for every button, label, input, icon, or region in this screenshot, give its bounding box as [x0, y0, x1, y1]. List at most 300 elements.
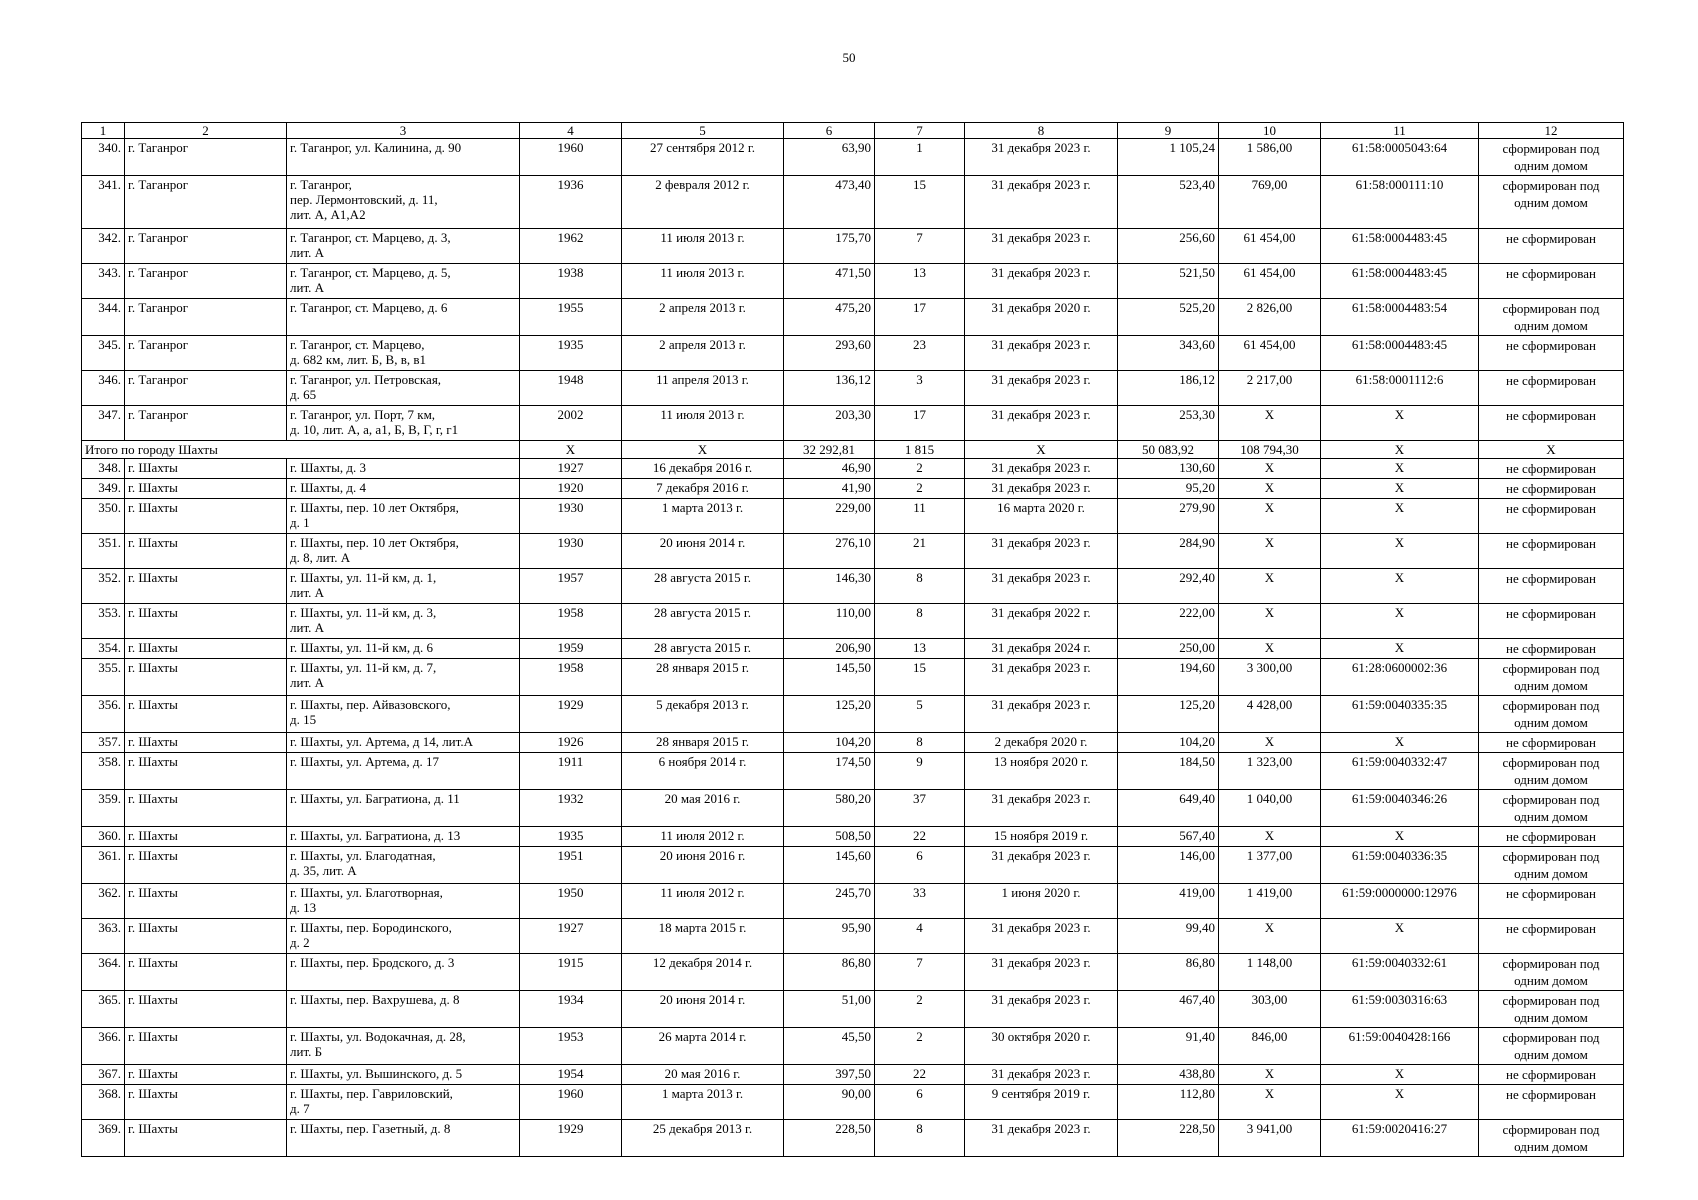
residents-cell: 9: [875, 753, 965, 790]
land-area-cell: Х: [1219, 1085, 1321, 1120]
total-value-cell: Х: [622, 441, 784, 459]
area-cell: 41,90: [784, 479, 875, 499]
land-status-cell: сформирован под одним домом: [1479, 176, 1624, 229]
row-number-cell: 346.: [82, 371, 125, 406]
land-status-cell: не сформирован: [1479, 229, 1624, 264]
land-area-cell: 4 428,00: [1219, 696, 1321, 733]
year-built-cell: 1960: [520, 1085, 622, 1120]
total-area-cell: 649,40: [1118, 790, 1219, 827]
city-cell: г. Шахты: [125, 1028, 287, 1065]
year-built-cell: 1929: [520, 1120, 622, 1157]
planned-date-cell: 31 декабря 2023 г.: [965, 176, 1118, 229]
land-status-cell: не сформирован: [1479, 1085, 1624, 1120]
address-cell: г. Шахты, пер. Гавриловский, д. 7: [287, 1085, 520, 1120]
cadastral-number-cell: 61:28:0600002:36: [1321, 659, 1479, 696]
planned-date-cell: 31 декабря 2023 г.: [965, 229, 1118, 264]
land-status-cell: сформирован под одним домом: [1479, 1028, 1624, 1065]
city-cell: г. Шахты: [125, 847, 287, 884]
total-area-cell: 130,60: [1118, 459, 1219, 479]
total-area-cell: 343,60: [1118, 336, 1219, 371]
table-row: [82, 371, 1624, 406]
total-area-cell: 523,40: [1118, 176, 1219, 229]
row-number-cell: 342.: [82, 229, 125, 264]
planned-date-cell: 15 ноября 2019 г.: [965, 827, 1118, 847]
land-area-cell: Х: [1219, 733, 1321, 753]
table-row: [82, 790, 1624, 827]
column-number-row: [82, 123, 1624, 139]
cadastral-number-cell: 61:59:0040346:26: [1321, 790, 1479, 827]
city-cell: г. Шахты: [125, 1120, 287, 1157]
row-number-cell: 364.: [82, 954, 125, 991]
column-number: 1: [82, 123, 125, 139]
city-cell: г. Шахты: [125, 733, 287, 753]
address-cell: г. Шахты, д. 3: [287, 459, 520, 479]
land-area-cell: Х: [1219, 919, 1321, 954]
recognition-date-cell: 2 февраля 2012 г.: [622, 176, 784, 229]
address-cell: г. Шахты, ул. 11-й км, д. 3, лит. А: [287, 604, 520, 639]
column-number: 5: [622, 123, 784, 139]
planned-date-cell: 31 декабря 2023 г.: [965, 919, 1118, 954]
address-cell: г. Таганрог, ст. Марцево, д. 682 км, лит. Б, В, в, в1: [287, 336, 520, 371]
planned-date-cell: 31 декабря 2023 г.: [965, 659, 1118, 696]
land-area-cell: 846,00: [1219, 1028, 1321, 1065]
row-number-cell: 353.: [82, 604, 125, 639]
table-row: [82, 919, 1624, 954]
area-cell: 229,00: [784, 499, 875, 534]
year-built-cell: 1958: [520, 604, 622, 639]
cadastral-number-cell: Х: [1321, 406, 1479, 441]
row-number-cell: 359.: [82, 790, 125, 827]
total-area-cell: 194,60: [1118, 659, 1219, 696]
table-row: [82, 299, 1624, 336]
residents-cell: 13: [875, 639, 965, 659]
address-cell: г. Таганрог, ул. Порт, 7 км, д. 10, лит. А, а, а1, Б, В, Г, г, г1: [287, 406, 520, 441]
total-area-cell: 222,00: [1118, 604, 1219, 639]
area-cell: 473,40: [784, 176, 875, 229]
year-built-cell: 1938: [520, 264, 622, 299]
land-status-cell: сформирован под одним домом: [1479, 1120, 1624, 1157]
land-area-cell: 1 377,00: [1219, 847, 1321, 884]
area-cell: 125,20: [784, 696, 875, 733]
address-cell: г. Шахты, пер. Вахрушева, д. 8: [287, 991, 520, 1028]
area-cell: 203,30: [784, 406, 875, 441]
area-cell: 397,50: [784, 1065, 875, 1085]
residents-cell: 2: [875, 991, 965, 1028]
address-cell: г. Шахты, пер. Бородинского, д. 2: [287, 919, 520, 954]
land-status-cell: сформирован под одним домом: [1479, 954, 1624, 991]
recognition-date-cell: 16 декабря 2016 г.: [622, 459, 784, 479]
land-area-cell: Х: [1219, 499, 1321, 534]
cadastral-number-cell: 61:59:0030316:63: [1321, 991, 1479, 1028]
area-cell: 90,00: [784, 1085, 875, 1120]
table-body: [82, 123, 1624, 1157]
recognition-date-cell: 20 июня 2014 г.: [622, 991, 784, 1028]
cadastral-number-cell: 61:58:0004483:45: [1321, 264, 1479, 299]
address-cell: г. Шахты, ул. Багратиона, д. 13: [287, 827, 520, 847]
total-area-cell: 250,00: [1118, 639, 1219, 659]
cadastral-number-cell: Х: [1321, 499, 1479, 534]
table-row: [82, 954, 1624, 991]
cadastral-number-cell: 61:59:0040335:35: [1321, 696, 1479, 733]
land-status-cell: не сформирован: [1479, 919, 1624, 954]
city-cell: г. Шахты: [125, 659, 287, 696]
total-value-cell: Х: [1479, 441, 1624, 459]
area-cell: 206,90: [784, 639, 875, 659]
residents-cell: 8: [875, 1120, 965, 1157]
year-built-cell: 1935: [520, 336, 622, 371]
residents-cell: 15: [875, 176, 965, 229]
area-cell: 471,50: [784, 264, 875, 299]
row-number-cell: 350.: [82, 499, 125, 534]
address-cell: г. Таганрог, ст. Марцево, д. 3, лит. А: [287, 229, 520, 264]
cadastral-number-cell: 61:59:0040332:47: [1321, 753, 1479, 790]
land-area-cell: Х: [1219, 639, 1321, 659]
planned-date-cell: 1 июня 2020 г.: [965, 884, 1118, 919]
area-cell: 276,10: [784, 534, 875, 569]
residents-cell: 13: [875, 264, 965, 299]
total-area-cell: 91,40: [1118, 1028, 1219, 1065]
table-row: [82, 264, 1624, 299]
row-number-cell: 348.: [82, 459, 125, 479]
area-cell: 145,60: [784, 847, 875, 884]
city-cell: г. Таганрог: [125, 406, 287, 441]
recognition-date-cell: 11 апреля 2013 г.: [622, 371, 784, 406]
land-status-cell: сформирован под одним домом: [1479, 753, 1624, 790]
land-area-cell: 2 826,00: [1219, 299, 1321, 336]
planned-date-cell: 13 ноября 2020 г.: [965, 753, 1118, 790]
recognition-date-cell: 5 декабря 2013 г.: [622, 696, 784, 733]
row-number-cell: 363.: [82, 919, 125, 954]
land-status-cell: не сформирован: [1479, 371, 1624, 406]
area-cell: 475,20: [784, 299, 875, 336]
total-area-cell: 186,12: [1118, 371, 1219, 406]
cadastral-number-cell: Х: [1321, 919, 1479, 954]
land-status-cell: не сформирован: [1479, 884, 1624, 919]
recognition-date-cell: 28 января 2015 г.: [622, 659, 784, 696]
address-cell: г. Таганрог, ст. Марцево, д. 5, лит. А: [287, 264, 520, 299]
table-row: [82, 733, 1624, 753]
year-built-cell: 1959: [520, 639, 622, 659]
land-status-cell: сформирован под одним домом: [1479, 659, 1624, 696]
row-number-cell: 347.: [82, 406, 125, 441]
year-built-cell: 1951: [520, 847, 622, 884]
planned-date-cell: 31 декабря 2023 г.: [965, 991, 1118, 1028]
city-cell: г. Шахты: [125, 459, 287, 479]
cadastral-number-cell: 61:58:0004483:54: [1321, 299, 1479, 336]
cadastral-number-cell: Х: [1321, 827, 1479, 847]
year-built-cell: 1955: [520, 299, 622, 336]
planned-date-cell: 31 декабря 2023 г.: [965, 954, 1118, 991]
residents-cell: 22: [875, 1065, 965, 1085]
row-number-cell: 344.: [82, 299, 125, 336]
residents-cell: 21: [875, 534, 965, 569]
total-value-cell: 50 083,92: [1118, 441, 1219, 459]
planned-date-cell: 31 декабря 2023 г.: [965, 139, 1118, 176]
recognition-date-cell: 12 декабря 2014 г.: [622, 954, 784, 991]
address-cell: г. Шахты, пер. Айвазовского, д. 15: [287, 696, 520, 733]
table-row: [82, 336, 1624, 371]
residents-cell: 7: [875, 229, 965, 264]
table-row: [82, 229, 1624, 264]
cadastral-number-cell: 61:58:0004483:45: [1321, 229, 1479, 264]
total-value-cell: Х: [965, 441, 1118, 459]
column-number: 3: [287, 123, 520, 139]
recognition-date-cell: 11 июля 2013 г.: [622, 264, 784, 299]
recognition-date-cell: 20 мая 2016 г.: [622, 1065, 784, 1085]
planned-date-cell: 30 октября 2020 г.: [965, 1028, 1118, 1065]
residents-cell: 23: [875, 336, 965, 371]
land-status-cell: не сформирован: [1479, 639, 1624, 659]
cadastral-number-cell: Х: [1321, 733, 1479, 753]
land-status-cell: сформирован под одним домом: [1479, 139, 1624, 176]
total-value-cell: 1 815: [875, 441, 965, 459]
year-built-cell: 1926: [520, 733, 622, 753]
planned-date-cell: 31 декабря 2023 г.: [965, 569, 1118, 604]
recognition-date-cell: 20 мая 2016 г.: [622, 790, 784, 827]
residents-cell: 8: [875, 733, 965, 753]
recognition-date-cell: 18 марта 2015 г.: [622, 919, 784, 954]
table-row: [82, 569, 1624, 604]
row-number-cell: 345.: [82, 336, 125, 371]
recognition-date-cell: 28 января 2015 г.: [622, 733, 784, 753]
land-area-cell: 769,00: [1219, 176, 1321, 229]
planned-date-cell: 31 декабря 2023 г.: [965, 1065, 1118, 1085]
land-area-cell: 2 217,00: [1219, 371, 1321, 406]
row-number-cell: 369.: [82, 1120, 125, 1157]
cadastral-number-cell: 61:59:0040332:61: [1321, 954, 1479, 991]
land-status-cell: не сформирован: [1479, 264, 1624, 299]
recognition-date-cell: 11 июля 2013 г.: [622, 406, 784, 441]
total-value-cell: 108 794,30: [1219, 441, 1321, 459]
land-status-cell: не сформирован: [1479, 336, 1624, 371]
city-cell: г. Шахты: [125, 569, 287, 604]
residents-cell: 17: [875, 299, 965, 336]
cadastral-number-cell: Х: [1321, 639, 1479, 659]
table-row: [82, 459, 1624, 479]
land-status-cell: не сформирован: [1479, 604, 1624, 639]
total-area-cell: 525,20: [1118, 299, 1219, 336]
area-cell: 245,70: [784, 884, 875, 919]
city-cell: г. Таганрог: [125, 264, 287, 299]
city-cell: г. Таганрог: [125, 139, 287, 176]
year-built-cell: 1957: [520, 569, 622, 604]
table-row: [82, 696, 1624, 733]
table-row: [82, 991, 1624, 1028]
address-cell: г. Шахты, ул. Артема, д. 17: [287, 753, 520, 790]
land-status-cell: не сформирован: [1479, 534, 1624, 569]
column-number: 12: [1479, 123, 1624, 139]
table-row: [82, 1085, 1624, 1120]
recognition-date-cell: 26 марта 2014 г.: [622, 1028, 784, 1065]
table-row: [82, 406, 1624, 441]
row-number-cell: 355.: [82, 659, 125, 696]
total-area-cell: 253,30: [1118, 406, 1219, 441]
recognition-date-cell: 25 декабря 2013 г.: [622, 1120, 784, 1157]
land-area-cell: 61 454,00: [1219, 336, 1321, 371]
row-number-cell: 365.: [82, 991, 125, 1028]
residents-cell: 37: [875, 790, 965, 827]
area-cell: 145,50: [784, 659, 875, 696]
year-built-cell: 1930: [520, 499, 622, 534]
recognition-date-cell: 7 декабря 2016 г.: [622, 479, 784, 499]
planned-date-cell: 31 декабря 2023 г.: [965, 264, 1118, 299]
residents-cell: 22: [875, 827, 965, 847]
land-area-cell: 1 148,00: [1219, 954, 1321, 991]
residents-cell: 33: [875, 884, 965, 919]
total-area-cell: 521,50: [1118, 264, 1219, 299]
cadastral-number-cell: 61:58:0001112:6: [1321, 371, 1479, 406]
area-cell: 228,50: [784, 1120, 875, 1157]
total-value-cell: 32 292,81: [784, 441, 875, 459]
year-built-cell: 1911: [520, 753, 622, 790]
land-area-cell: Х: [1219, 569, 1321, 604]
total-area-cell: 125,20: [1118, 696, 1219, 733]
year-built-cell: 1915: [520, 954, 622, 991]
table-row: [82, 639, 1624, 659]
address-cell: г. Таганрог, ул. Калинина, д. 90: [287, 139, 520, 176]
area-cell: 86,80: [784, 954, 875, 991]
total-area-cell: 419,00: [1118, 884, 1219, 919]
year-built-cell: 1948: [520, 371, 622, 406]
city-cell: г. Таганрог: [125, 229, 287, 264]
land-area-cell: 61 454,00: [1219, 264, 1321, 299]
city-cell: г. Таганрог: [125, 371, 287, 406]
land-status-cell: не сформирован: [1479, 459, 1624, 479]
area-cell: 63,90: [784, 139, 875, 176]
planned-date-cell: 31 декабря 2024 г.: [965, 639, 1118, 659]
year-built-cell: 1932: [520, 790, 622, 827]
city-cell: г. Шахты: [125, 991, 287, 1028]
city-cell: г. Шахты: [125, 919, 287, 954]
column-number: 7: [875, 123, 965, 139]
residents-cell: 8: [875, 569, 965, 604]
table-row: [82, 753, 1624, 790]
residents-cell: 4: [875, 919, 965, 954]
area-cell: 146,30: [784, 569, 875, 604]
city-cell: г. Шахты: [125, 1065, 287, 1085]
housing-register-table: [81, 122, 1624, 1157]
planned-date-cell: 31 декабря 2023 г.: [965, 1120, 1118, 1157]
year-built-cell: 1962: [520, 229, 622, 264]
row-number-cell: 349.: [82, 479, 125, 499]
residents-cell: 11: [875, 499, 965, 534]
year-built-cell: 1927: [520, 459, 622, 479]
address-cell: г. Шахты, ул. Вышинского, д. 5: [287, 1065, 520, 1085]
row-number-cell: 341.: [82, 176, 125, 229]
area-cell: 175,70: [784, 229, 875, 264]
column-number: 6: [784, 123, 875, 139]
residents-cell: 3: [875, 371, 965, 406]
address-cell: г. Таганрог, пер. Лермонтовский, д. 11, лит. А, А1,А2: [287, 176, 520, 229]
city-total-row: [82, 441, 1624, 459]
area-cell: 110,00: [784, 604, 875, 639]
recognition-date-cell: 11 июля 2013 г.: [622, 229, 784, 264]
address-cell: г. Шахты, ул. Водокачная, д. 28, лит. Б: [287, 1028, 520, 1065]
row-number-cell: 340.: [82, 139, 125, 176]
row-number-cell: 357.: [82, 733, 125, 753]
area-cell: 580,20: [784, 790, 875, 827]
column-number: 2: [125, 123, 287, 139]
planned-date-cell: 16 марта 2020 г.: [965, 499, 1118, 534]
year-built-cell: 1953: [520, 1028, 622, 1065]
residents-cell: 8: [875, 604, 965, 639]
total-area-cell: 99,40: [1118, 919, 1219, 954]
planned-date-cell: 31 декабря 2023 г.: [965, 406, 1118, 441]
address-cell: г. Шахты, ул. Артема, д 14, лит.А: [287, 733, 520, 753]
recognition-date-cell: 1 марта 2013 г.: [622, 1085, 784, 1120]
land-status-cell: не сформирован: [1479, 827, 1624, 847]
land-status-cell: сформирован под одним домом: [1479, 299, 1624, 336]
city-cell: г. Шахты: [125, 604, 287, 639]
cadastral-number-cell: 61:59:0040428:166: [1321, 1028, 1479, 1065]
year-built-cell: 1920: [520, 479, 622, 499]
table-row: [82, 534, 1624, 569]
residents-cell: 2: [875, 459, 965, 479]
planned-date-cell: 31 декабря 2023 г.: [965, 696, 1118, 733]
table-row: [82, 139, 1624, 176]
area-cell: 174,50: [784, 753, 875, 790]
planned-date-cell: 31 декабря 2023 г.: [965, 790, 1118, 827]
residents-cell: 1: [875, 139, 965, 176]
table-row: [82, 499, 1624, 534]
total-area-cell: 438,80: [1118, 1065, 1219, 1085]
row-number-cell: 360.: [82, 827, 125, 847]
land-status-cell: сформирован под одним домом: [1479, 696, 1624, 733]
total-area-cell: 104,20: [1118, 733, 1219, 753]
city-cell: г. Шахты: [125, 499, 287, 534]
planned-date-cell: 31 декабря 2023 г.: [965, 847, 1118, 884]
land-status-cell: сформирован под одним домом: [1479, 991, 1624, 1028]
land-area-cell: Х: [1219, 479, 1321, 499]
recognition-date-cell: 20 июня 2014 г.: [622, 534, 784, 569]
total-area-cell: 86,80: [1118, 954, 1219, 991]
land-area-cell: 3 941,00: [1219, 1120, 1321, 1157]
land-area-cell: Х: [1219, 459, 1321, 479]
total-value-cell: Х: [1321, 441, 1479, 459]
city-cell: г. Таганрог: [125, 176, 287, 229]
planned-date-cell: 31 декабря 2023 г.: [965, 534, 1118, 569]
land-area-cell: 1 323,00: [1219, 753, 1321, 790]
year-built-cell: 1950: [520, 884, 622, 919]
residents-cell: 5: [875, 696, 965, 733]
year-built-cell: 1930: [520, 534, 622, 569]
year-built-cell: 1929: [520, 696, 622, 733]
year-built-cell: 1936: [520, 176, 622, 229]
planned-date-cell: 2 декабря 2020 г.: [965, 733, 1118, 753]
planned-date-cell: 9 сентября 2019 г.: [965, 1085, 1118, 1120]
table-row: [82, 176, 1624, 229]
residents-cell: 6: [875, 1085, 965, 1120]
planned-date-cell: 31 декабря 2023 г.: [965, 459, 1118, 479]
total-area-cell: 292,40: [1118, 569, 1219, 604]
city-cell: г. Шахты: [125, 827, 287, 847]
land-area-cell: Х: [1219, 827, 1321, 847]
cadastral-number-cell: Х: [1321, 569, 1479, 604]
year-built-cell: 2002: [520, 406, 622, 441]
recognition-date-cell: 2 апреля 2013 г.: [622, 336, 784, 371]
cadastral-number-cell: 61:59:0000000:12976: [1321, 884, 1479, 919]
city-cell: г. Шахты: [125, 884, 287, 919]
cadastral-number-cell: Х: [1321, 604, 1479, 639]
total-area-cell: 567,40: [1118, 827, 1219, 847]
year-built-cell: 1958: [520, 659, 622, 696]
planned-date-cell: 31 декабря 2020 г.: [965, 299, 1118, 336]
column-number: 11: [1321, 123, 1479, 139]
land-area-cell: 1 040,00: [1219, 790, 1321, 827]
row-number-cell: 358.: [82, 753, 125, 790]
recognition-date-cell: 6 ноября 2014 г.: [622, 753, 784, 790]
row-number-cell: 351.: [82, 534, 125, 569]
